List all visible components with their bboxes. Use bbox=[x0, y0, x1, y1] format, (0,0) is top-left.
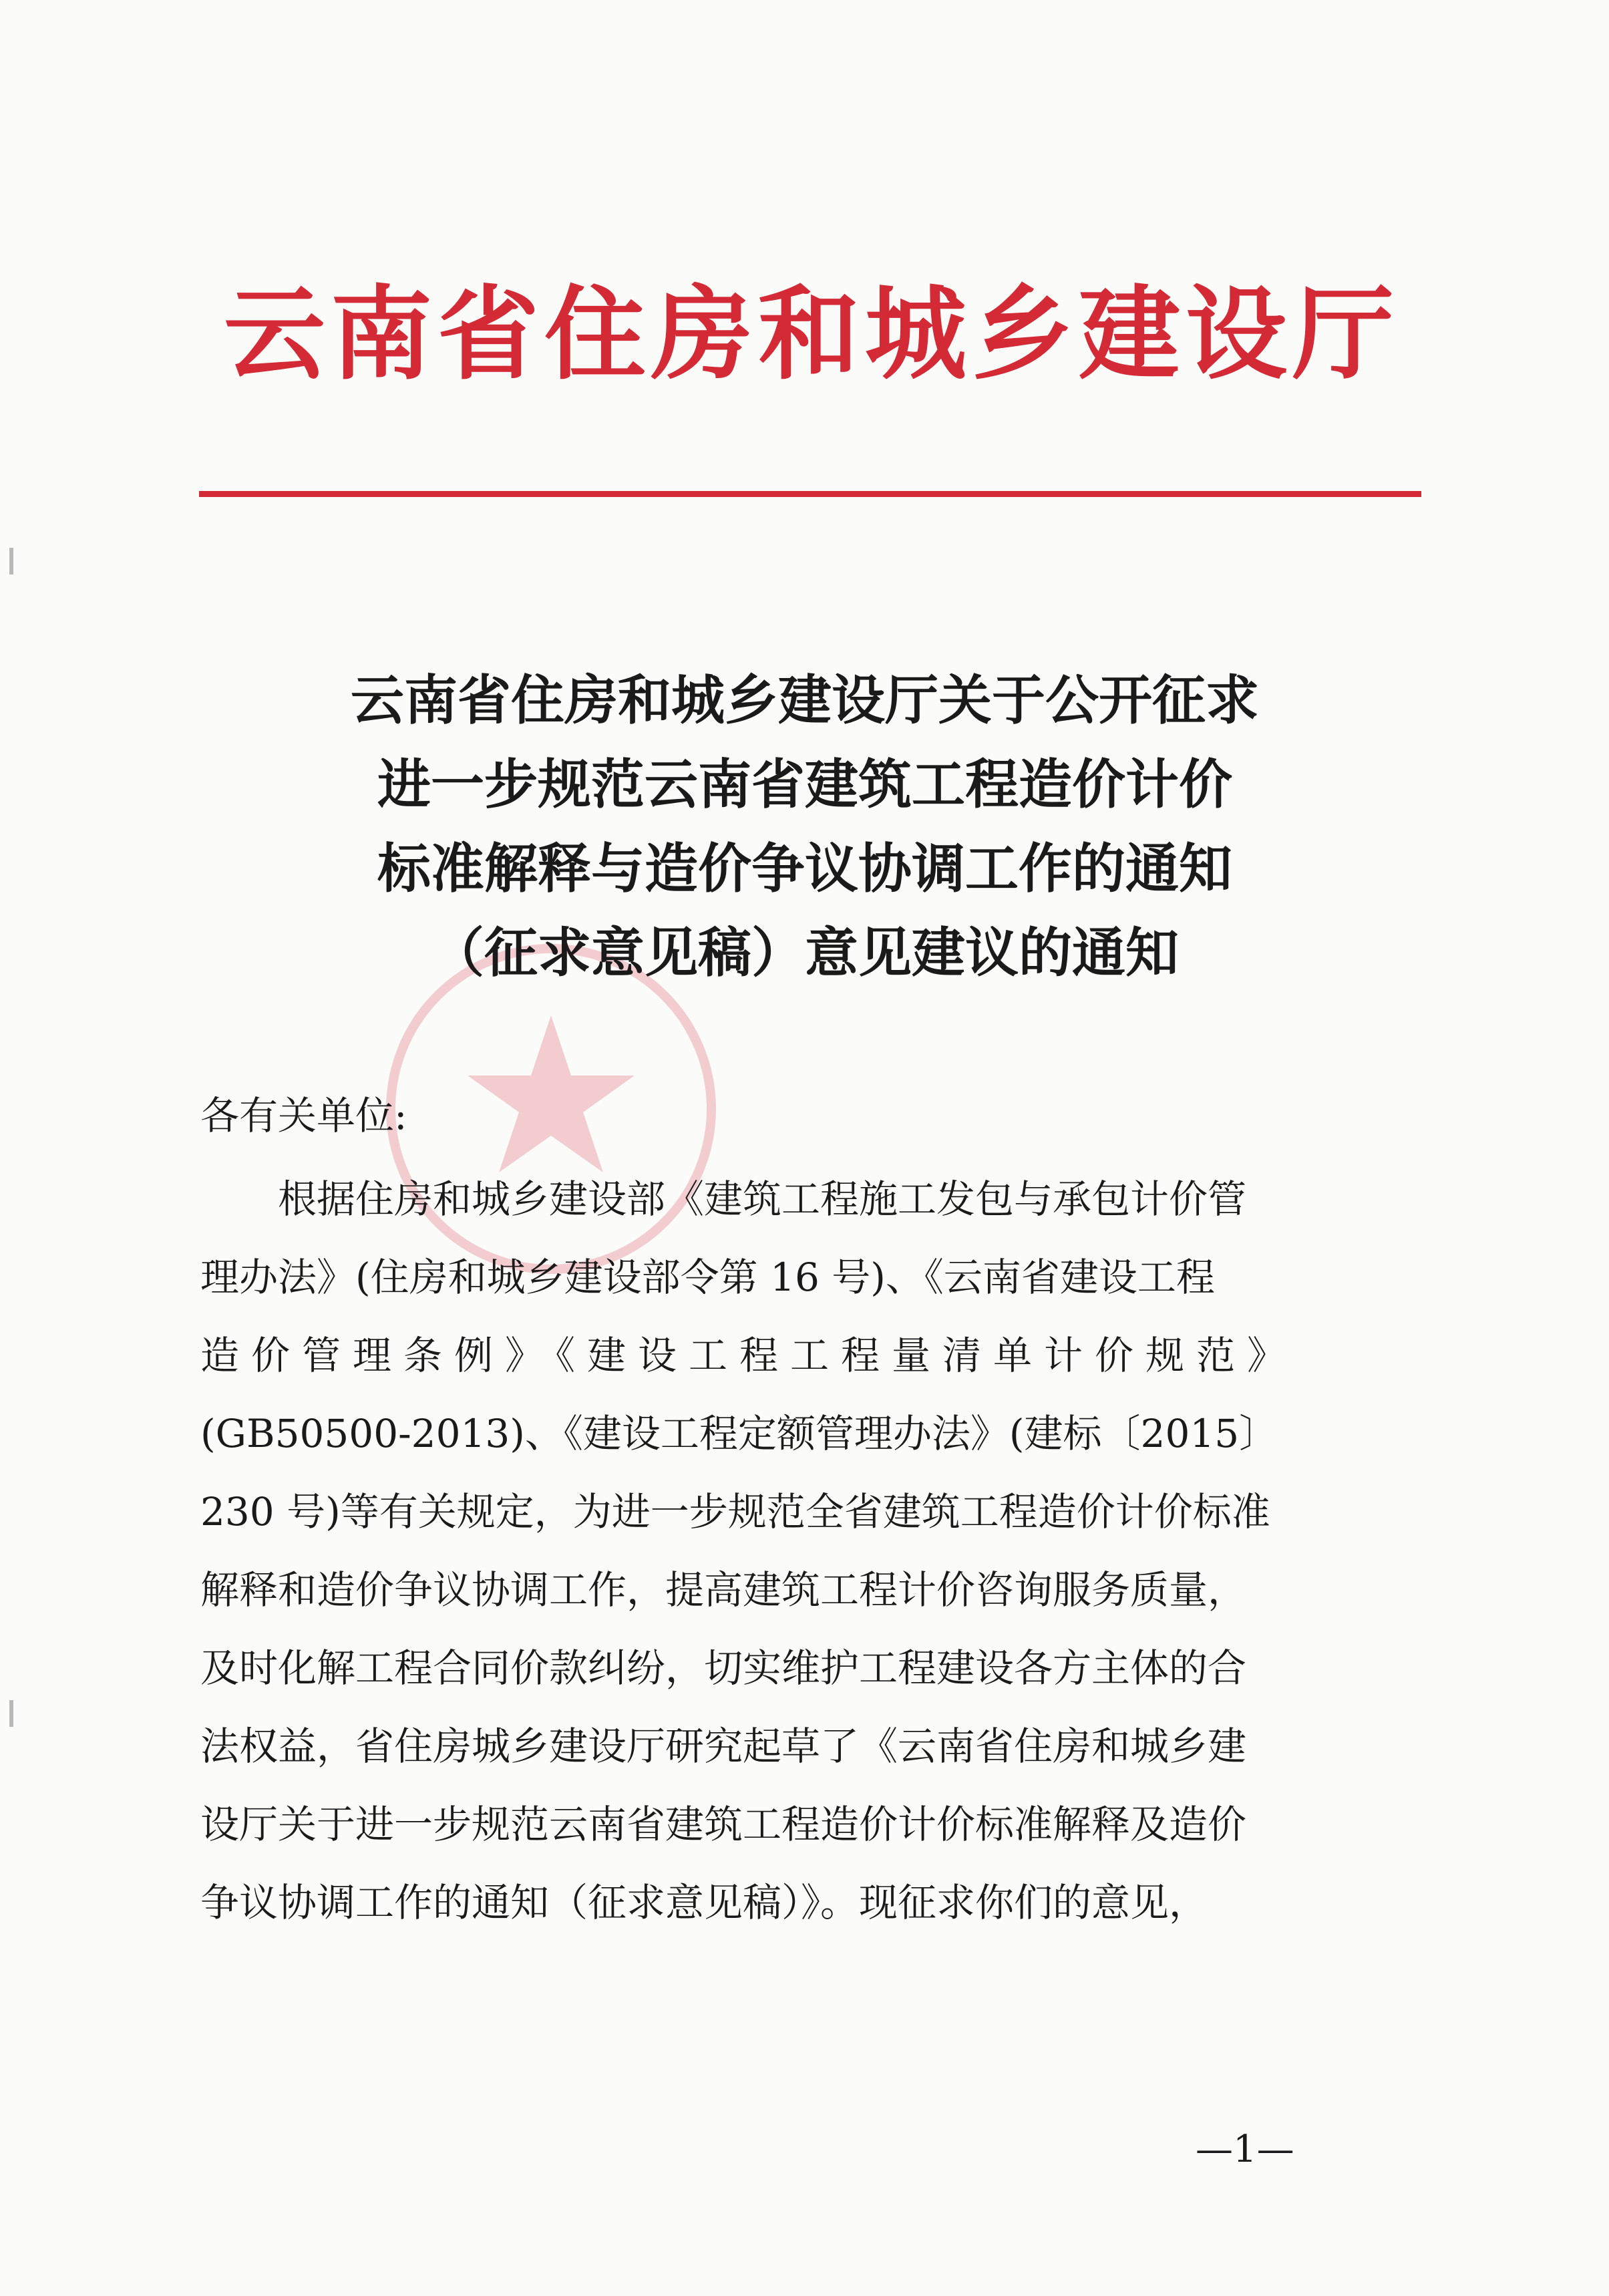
body-line: 造价管理条例》《建设工程工程量清单计价规范》 bbox=[200, 1333, 1298, 1378]
body-line: 根据住房和城乡建设部《建筑工程施工发包与承包计价管 bbox=[200, 1176, 1247, 1222]
body-line: 理办法》(住房和城乡建设部令第 16 号)、《云南省建设工程 bbox=[200, 1255, 1215, 1300]
body-line: 及时化解工程合同价款纠纷，切实维护工程建设各方主体的合 bbox=[200, 1645, 1247, 1691]
page-number: —1— bbox=[1196, 2128, 1294, 2171]
body-line: 230 号)等有关规定，为进一步规范全省建筑工程造价计价标准 bbox=[200, 1489, 1270, 1534]
letterhead-red-rule bbox=[199, 491, 1421, 497]
body-line: 争议协调工作的通知（征求意见稿）》。现征求你们的意见， bbox=[200, 1880, 1208, 1925]
letterhead-title: 云南省住房和城乡建设厅 bbox=[224, 274, 1399, 393]
document-title-line: 标准解释与造价争议协调工作的通知 bbox=[377, 837, 1232, 900]
binding-mark bbox=[9, 1700, 13, 1727]
binding-mark bbox=[9, 548, 13, 575]
document-title-line: 云南省住房和城乡建设厅关于公开征求 bbox=[351, 669, 1259, 731]
body-line: 解释和造价争议协调工作，提高建筑工程计价咨询服务质量， bbox=[200, 1567, 1247, 1613]
body-line: (GB50500-2013)、《建设工程定额管理办法》(建标〔2015〕 bbox=[200, 1411, 1278, 1456]
body-paragraph bbox=[200, 1160, 1403, 1942]
document-title bbox=[200, 658, 1409, 995]
body-line: 设厅关于进一步规范云南省建筑工程造价计价标准解释及造价 bbox=[200, 1802, 1247, 1847]
document-title-line: 进一步规范云南省建筑工程造价计价 bbox=[377, 753, 1232, 816]
document-title-line: （征求意见稿）意见建议的通知 bbox=[431, 921, 1179, 984]
body-line: 法权益，省住房城乡建设厅研究起草了《云南省住房和城乡建 bbox=[200, 1724, 1247, 1769]
salutation: 各有关单位: bbox=[200, 1093, 407, 1138]
